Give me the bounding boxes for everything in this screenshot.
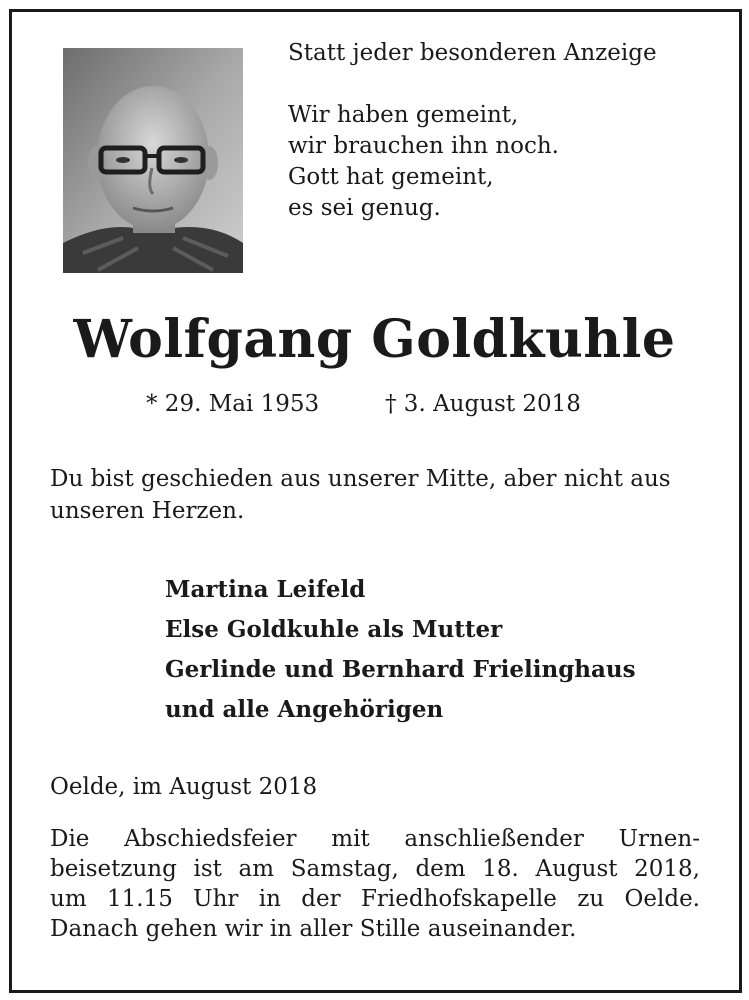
service-line: Danach gehen wir in aller Stille auseinander. <box>50 916 577 942</box>
service-line: um 11.15 Uhr in der Friedhofskapelle zu Oelde. <box>50 886 700 912</box>
signer-name: Gerlinde und Bernhard Frielinghaus <box>165 656 636 683</box>
service-line: Die Abschiedsfeier mit anschließender Urnen- <box>50 826 700 852</box>
birth-date: * 29. Mai 1953 <box>146 391 320 417</box>
signer-name: Martina Leifeld <box>165 576 366 603</box>
signer-name: und alle Angehörigen <box>165 696 444 723</box>
top-text-block <box>288 38 728 224</box>
poem-line: es sei genug. <box>288 195 441 221</box>
header-line: Statt jeder besonderen Anzeige <box>288 40 657 66</box>
signer-name: Else Goldkuhle als Mutter <box>165 616 503 643</box>
service-line: beisetzung ist am Samstag, dem 18. August 2018, <box>50 856 700 882</box>
poem-line: wir brauchen ihn noch. <box>288 133 559 159</box>
service-info <box>50 824 700 944</box>
poem <box>288 100 728 224</box>
portrait-photo <box>63 48 243 273</box>
place-date: Oelde, im August 2018 <box>50 774 318 800</box>
deceased-name: Wolfgang Goldkuhle <box>73 309 676 370</box>
poem-line: Gott hat gemeint, <box>288 164 494 190</box>
signers-list <box>165 570 735 730</box>
poem-line: Wir haben gemeint, <box>288 102 519 128</box>
death-date: † 3. August 2018 <box>385 391 581 417</box>
farewell-quote: Du bist geschieden aus unserer Mitte, aber nicht aus unseren Herzen. <box>50 466 671 524</box>
